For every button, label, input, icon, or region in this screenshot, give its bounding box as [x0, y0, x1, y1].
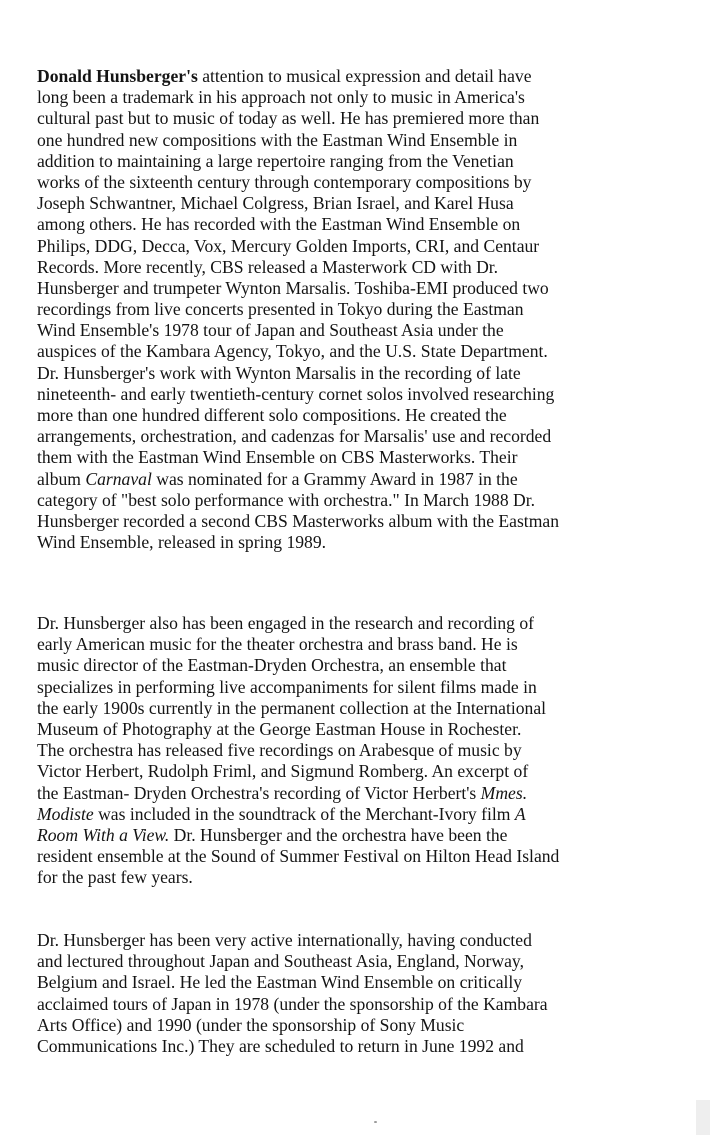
text-line: Victor Herbert, Rudolph Friml, and Sigmund Romberg. An excerpt of: [37, 761, 529, 782]
text-line: Hunsberger recorded a second CBS Masterworks album with the Eastman: [37, 510, 559, 531]
text-line: arrangements, orchestration, and cadenzas for Marsalis' use and recorded: [37, 426, 552, 447]
text-line: Wind Ensemble's 1978 tour of Japan and Southeast Asia under the: [37, 320, 504, 341]
text-line: recordings from live concerts presented in Tokyo during the Eastman: [37, 299, 524, 320]
film-title: A: [514, 803, 526, 824]
text-line: Hunsberger and trumpeter Wynton Marsalis. Toshiba-EMI produced two: [37, 277, 549, 298]
text-line: Room With a View. Dr. Hunsberger and the orchestra have been the: [37, 824, 508, 845]
text-line: Joseph Schwantner, Michael Colgress, Brian Israel, and Karel Husa: [37, 193, 514, 214]
text-line: and lectured throughout Japan and Southeast Asia, England, Norway,: [37, 951, 524, 972]
work-title: Modiste: [37, 803, 94, 824]
text-line: long been a trademark in his approach not only to music in America's: [37, 87, 525, 108]
text-line: addition to maintaining a large repertoire ranging from the Venetian: [37, 150, 514, 171]
text-line: Communications Inc.) They are scheduled to return in June 1992 and: [37, 1035, 524, 1056]
paragraph-early-american-music: [37, 613, 559, 888]
text-line: one hundred new compositions with the Eastman Wind Ensemble in: [37, 129, 518, 150]
text-line: auspices of the Kambara Agency, Tokyo, and the U.S. State Department.: [37, 341, 548, 362]
subject-name: Donald Hunsberger's: [37, 66, 198, 86]
text-line: The orchestra has released five recordings on Arabesque of music by: [37, 740, 522, 761]
text-line: them with the Eastman Wind Ensemble on CBS Masterworks. Their: [37, 447, 518, 468]
text-line: Records. More recently, CBS released a Masterwork CD with Dr.: [37, 256, 499, 277]
text-line: Dr. Hunsberger also has been engaged in the research and recording of: [37, 613, 534, 633]
text-line: Dr. Hunsberger has been very active internationally, having conducted: [37, 930, 532, 950]
text-line: Belgium and Israel. He led the Eastman Wind Ensemble on critically: [37, 972, 523, 993]
text-line: Arts Office) and 1990 (under the sponsorship of Sony Music: [37, 1014, 465, 1035]
text-line: Modiste was included in the soundtrack of the Merchant-Ivory film A: [37, 803, 526, 824]
scan-speck: [374, 1121, 377, 1123]
text-line: nineteenth- and early twentieth-century cornet solos involved researching: [37, 383, 555, 404]
paragraph-international-activity: [37, 930, 548, 1057]
text-line: music director of the Eastman-Dryden Orchestra, an ensemble that: [37, 655, 507, 676]
text-line: the early 1900s currently in the permanent collection at the International: [37, 697, 547, 718]
text-line: resident ensemble at the Sound of Summer Festival on Hilton Head Island: [37, 846, 560, 867]
film-title: Room With a View.: [37, 824, 170, 845]
text-line: the Eastman- Dryden Orchestra's recording of Victor Herbert's Mmes.: [37, 782, 528, 803]
text-line: more than one hundred different solo compositions. He created the: [37, 405, 507, 425]
text-line: category of "best solo performance with orchestra." In March 1988 Dr.: [37, 489, 536, 510]
text-line: works of the sixteenth century through contemporary compositions by: [37, 171, 532, 192]
text-line: for the past few years.: [37, 867, 193, 888]
text-line: early American music for the theater orchestra and brass band. He is: [37, 634, 518, 655]
text-line: Dr. Hunsberger's work with Wynton Marsalis in the recording of late: [37, 362, 521, 383]
paragraph-career-recordings: [37, 66, 559, 553]
text-line: Museum of Photography at the George Eastman House in Rochester.: [37, 718, 522, 739]
work-title: Mmes.: [480, 782, 528, 803]
text-line: acclaimed tours of Japan in 1978 (under the sponsorship of the Kambara: [37, 993, 548, 1014]
text-line: among others. He has recorded with the Eastman Wind Ensemble on: [37, 214, 521, 235]
album-title: Carnaval: [85, 468, 152, 489]
scan-edge-shadow: [696, 1100, 710, 1135]
text-line: album Carnaval was nominated for a Grammy Award in 1987 in the: [37, 468, 518, 489]
text-line: cultural past but to music of today as well. He has premiered more than: [37, 108, 540, 129]
text-line: Philips, DDG, Decca, Vox, Mercury Golden Imports, CRI, and Centaur: [37, 235, 540, 256]
text-line: specializes in performing live accompaniments for silent films made in: [37, 676, 537, 697]
text-line: Donald Hunsberger's attention to musical expression and detail have: [37, 66, 532, 86]
text-line: Wind Ensemble, released in spring 1989.: [37, 532, 327, 553]
